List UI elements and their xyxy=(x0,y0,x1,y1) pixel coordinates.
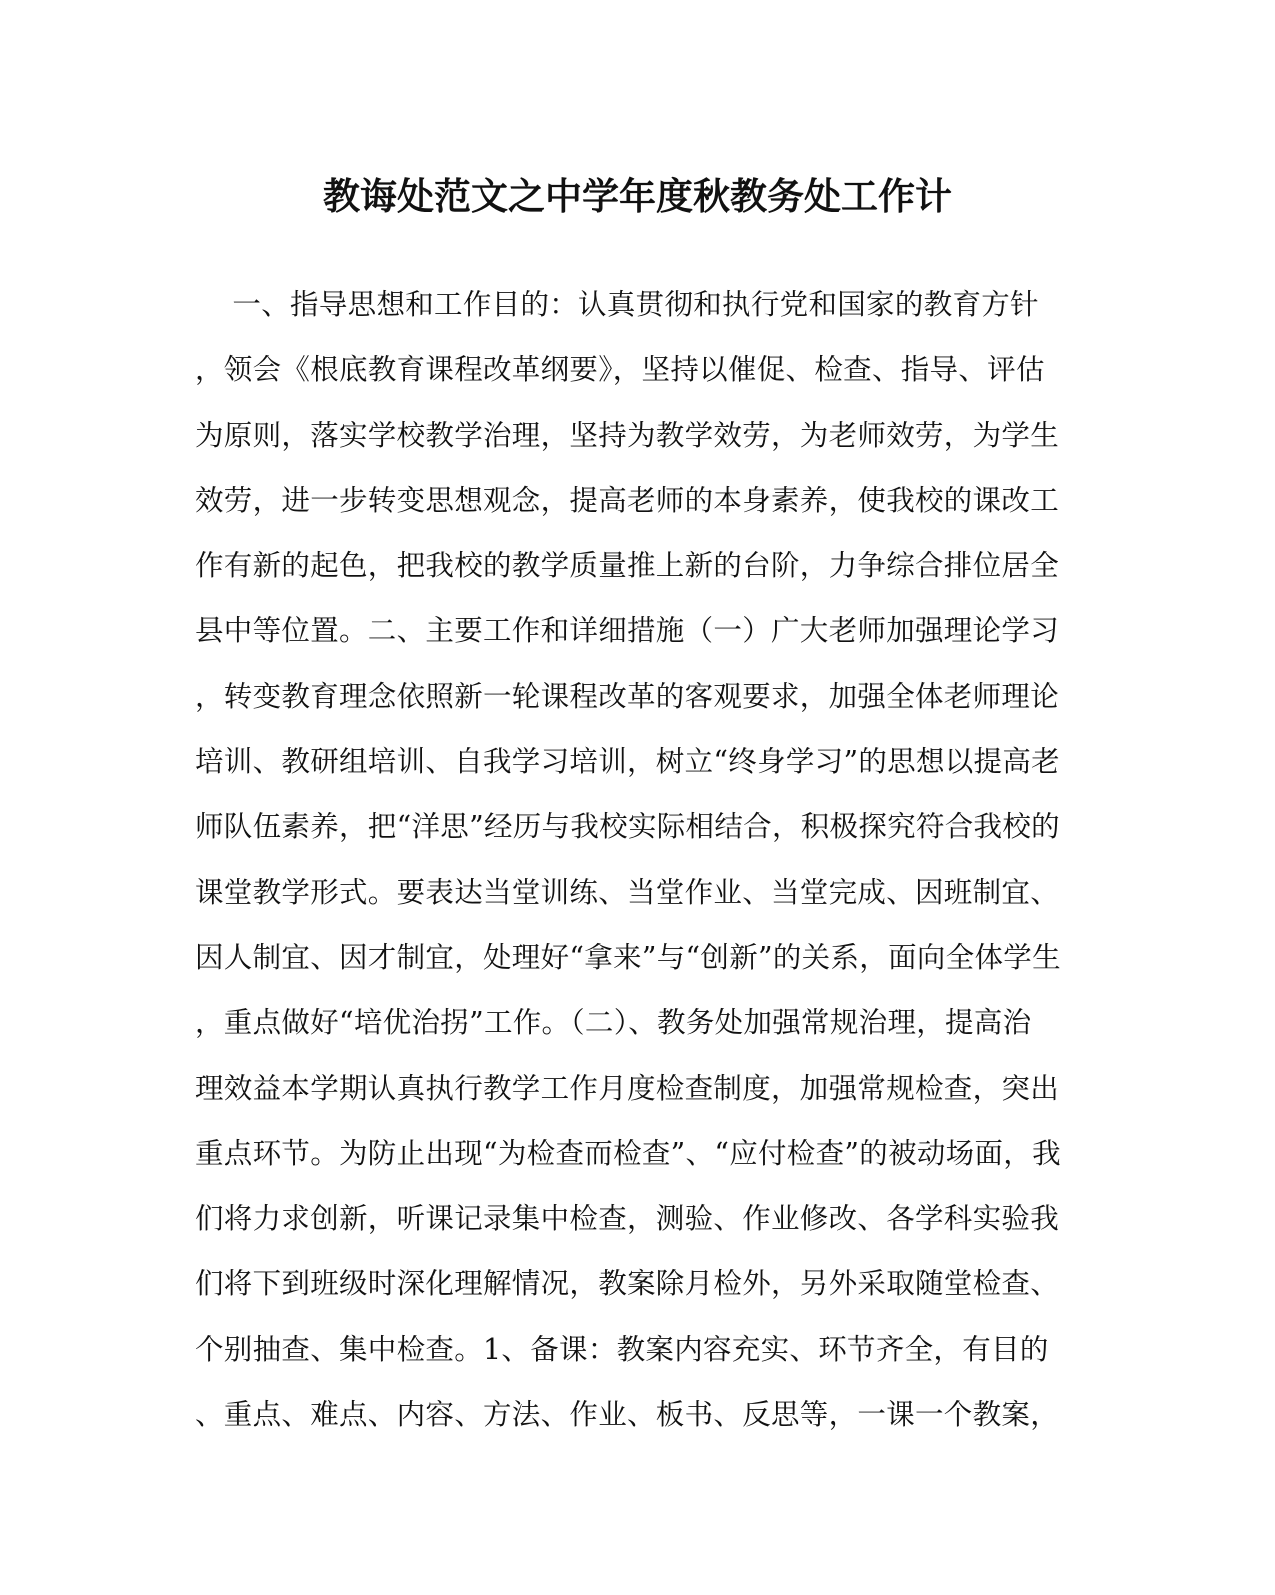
body-line: 培训、教研组培训、自我学习培训，树立“终身学习”的思想以提高老 xyxy=(195,745,1060,779)
body-line: ，转变教育理念依照新一轮课程改革的客观要求，加强全体老师理论 xyxy=(195,679,1060,713)
body-line: 县中等位置。二、主要工作和详细措施（一）广大老师加强理论学习 xyxy=(195,614,1060,648)
body-line: 为原则，落实学校教学治理，坚持为教学效劳，为老师效劳，为学生 xyxy=(195,418,1060,452)
body-line: 一、指导思想和工作目的：认真贯彻和执行党和国家的教育方针 xyxy=(195,288,1039,321)
body-line: 、重点、难点、内容、方法、作业、板书、反思等，一课一个教案， xyxy=(195,1398,1060,1432)
body-line: 课堂教学形式。要表达当堂训练、当堂作业、当堂完成、因班制宜、 xyxy=(195,875,1060,909)
body-line: 个别抽查、集中检查。1、备课：教案内容充实、环节齐全，有目的 xyxy=(195,1332,1049,1366)
document-body xyxy=(195,272,1075,1447)
body-line: 理效益本学期认真执行教学工作月度检查制度，加强常规检查，突出 xyxy=(195,1071,1060,1105)
body-line: 作有新的起色，把我校的教学质量推上新的台阶，力争综合排位居全 xyxy=(195,549,1060,583)
body-line: ，重点做好“培优治拐”工作。（二）、教务处加强常规治理，提高治 xyxy=(195,1006,1032,1040)
body-line: 师队伍素养，把“洋思”经历与我校实际相结合，积极探究符合我校的 xyxy=(195,810,1060,844)
body-line: 重点环节。为防止出现“为检查而检查”、“应付检查”的被动场面，我 xyxy=(195,1136,1061,1170)
body-line: 们将力求创新，听课记录集中检查，测验、作业修改、各学科实验我 xyxy=(195,1202,1060,1236)
document-title: 教诲处范文之中学年度秋教务处工作计 xyxy=(323,174,952,218)
body-line: 们将下到班级时深化理解情况，教案除月检外，另外采取随堂检查、 xyxy=(195,1267,1060,1301)
body-line: 效劳，进一步转变思想观念，提高老师的本身素养，使我校的课改工 xyxy=(195,483,1060,517)
body-line: ，领会《根底教育课程改革纲要》，坚持以催促、检查、指导、评估 xyxy=(195,353,1045,387)
body-line: 因人制宜、因才制宜，处理好“拿来”与“创新”的关系，面向全体学生 xyxy=(195,940,1061,974)
